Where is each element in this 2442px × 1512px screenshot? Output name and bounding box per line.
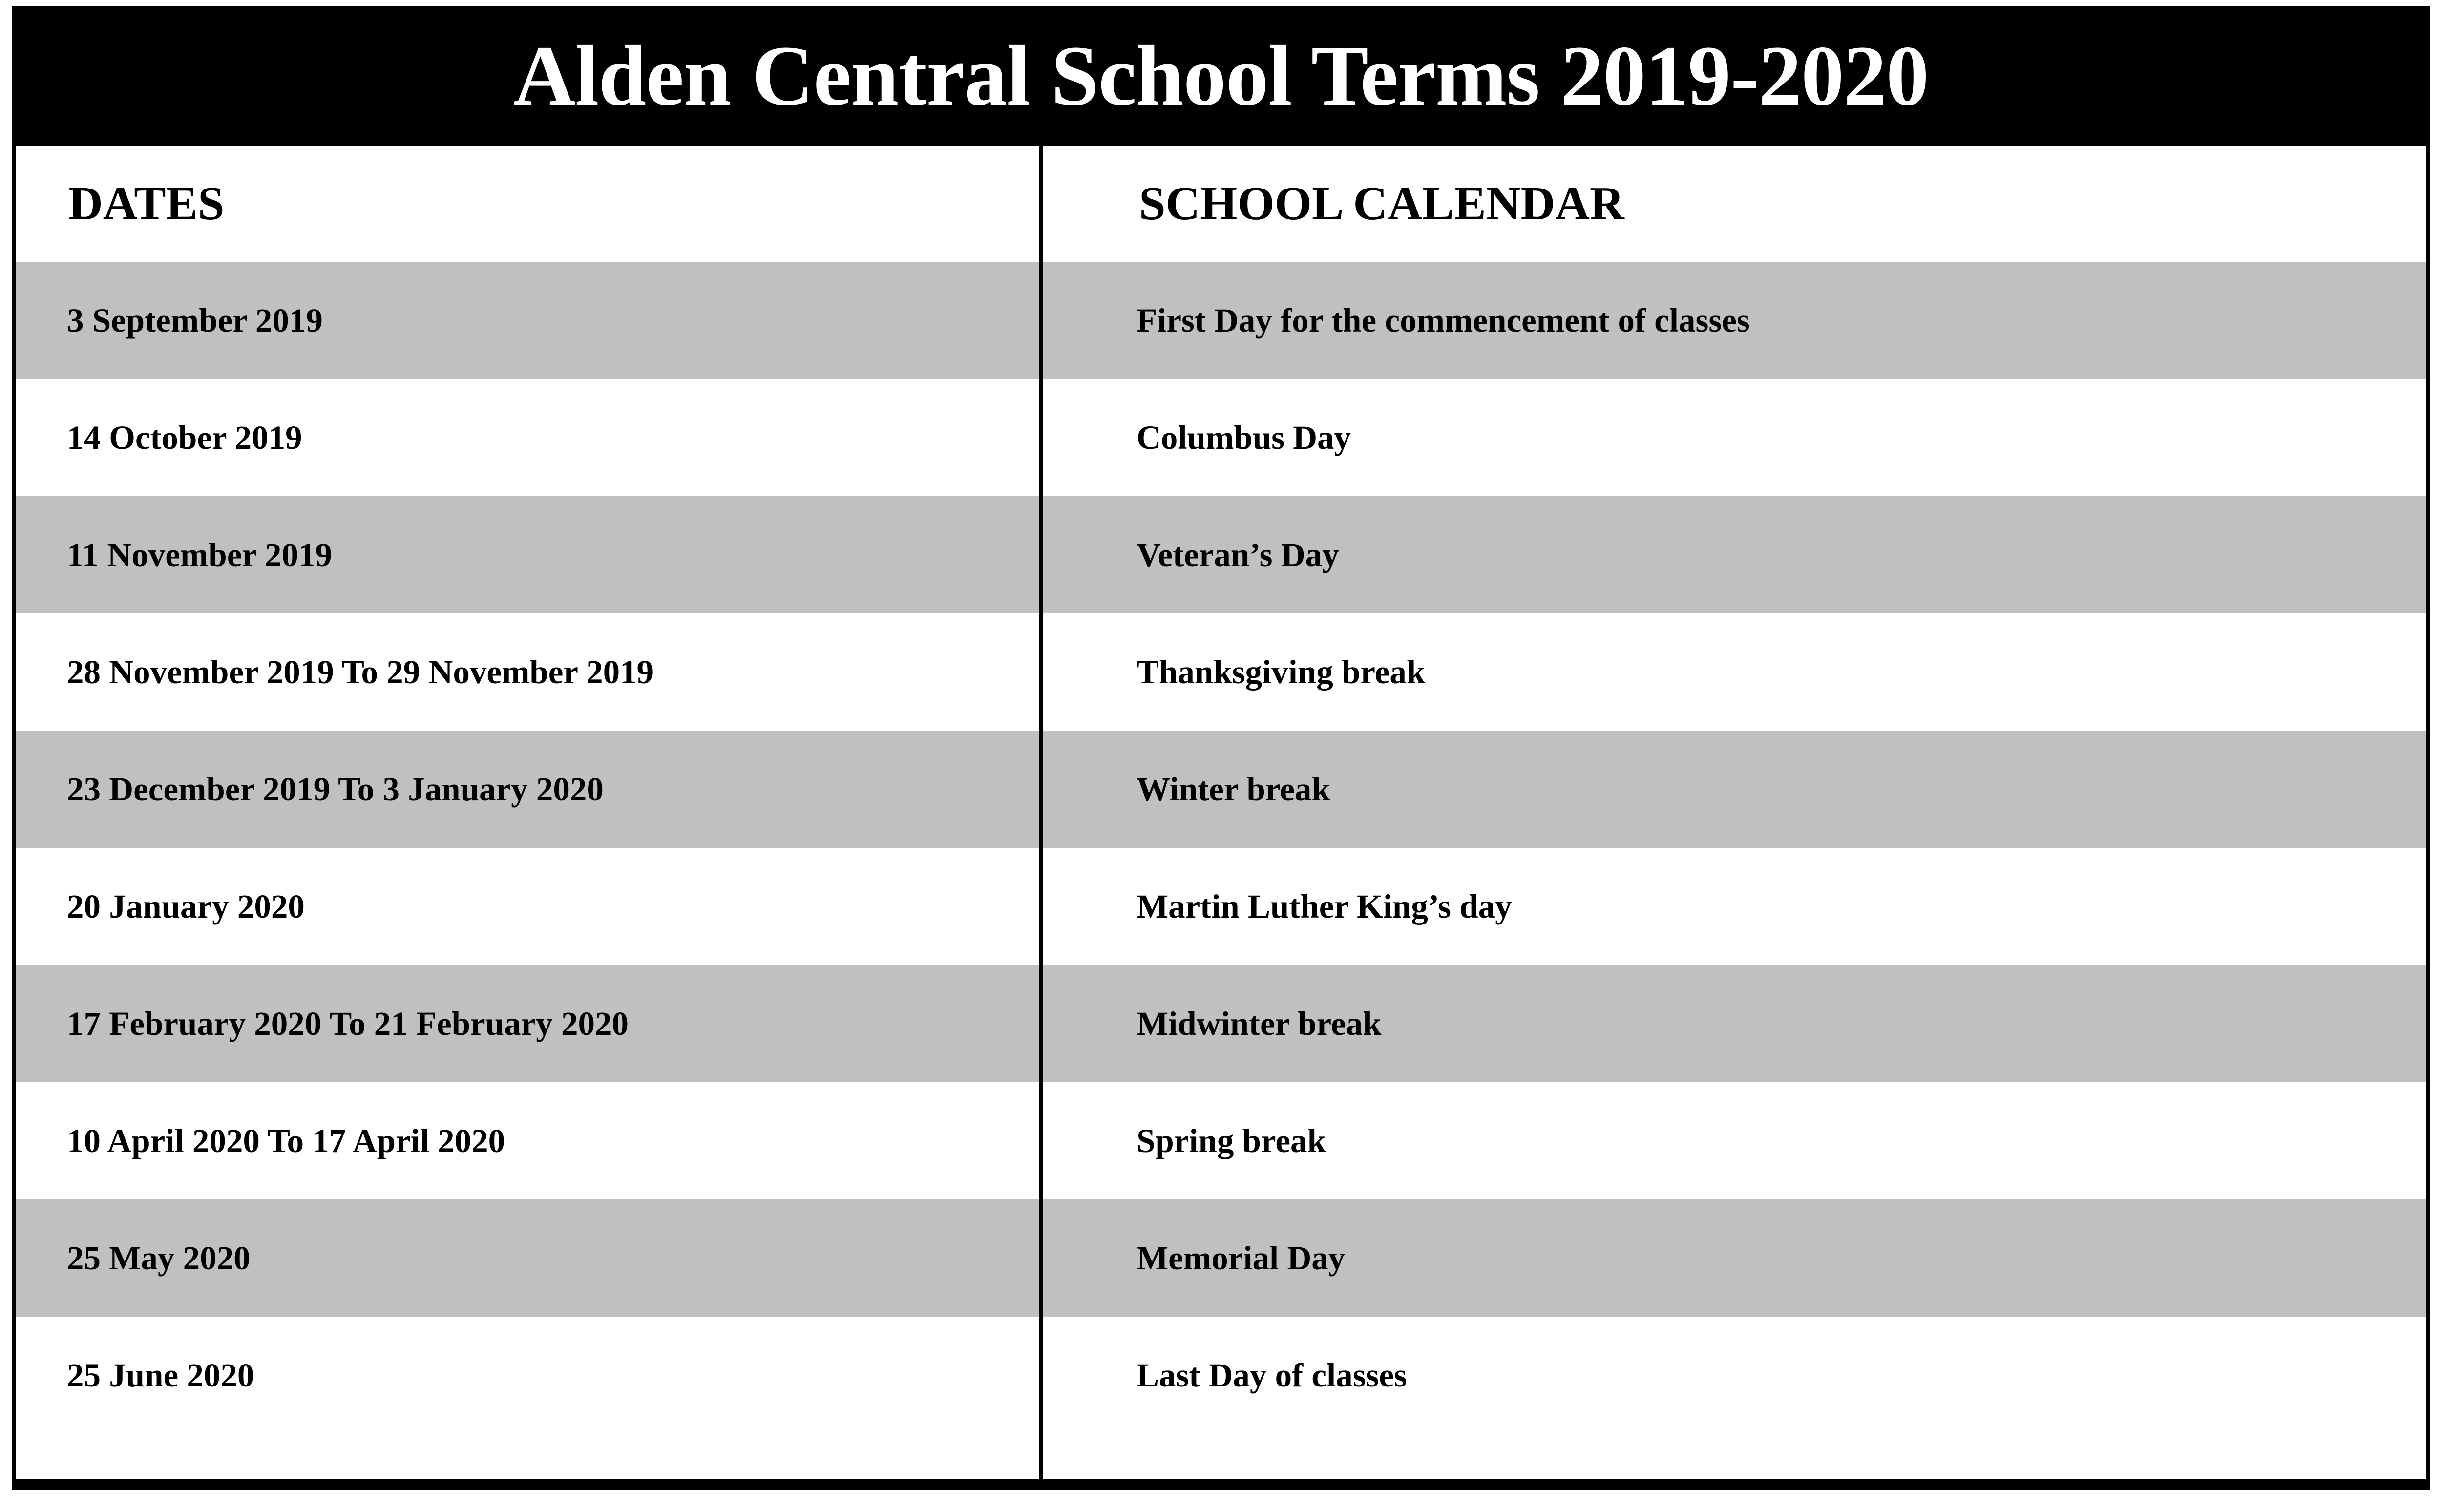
date-cell bbox=[16, 1317, 1039, 1434]
date-cell bbox=[16, 1199, 1039, 1317]
date-value: 3 September 2019 bbox=[67, 301, 323, 339]
table-row bbox=[16, 613, 2426, 731]
calendar-cell bbox=[1039, 379, 2379, 496]
calendar-value: Winter break bbox=[1137, 770, 1330, 808]
column-divider bbox=[1039, 146, 1043, 1479]
date-value: 10 April 2020 To 17 April 2020 bbox=[67, 1122, 505, 1159]
calendar-value: Memorial Day bbox=[1137, 1239, 1346, 1277]
table-header-row bbox=[16, 146, 2426, 262]
table-row bbox=[16, 379, 2426, 496]
date-value: 20 January 2020 bbox=[67, 887, 305, 925]
calendar-cell bbox=[1039, 1082, 2379, 1199]
page-title: Alden Central School Terms 2019-2020 bbox=[513, 28, 1929, 124]
date-cell bbox=[16, 613, 1039, 731]
table-row bbox=[16, 1317, 2426, 1434]
date-cell bbox=[16, 848, 1039, 965]
date-value: 25 May 2020 bbox=[67, 1239, 251, 1277]
calendar-value: Spring break bbox=[1137, 1122, 1326, 1159]
table-row bbox=[16, 262, 2426, 379]
table-row bbox=[16, 731, 2426, 848]
table-row bbox=[16, 1199, 2426, 1317]
date-cell bbox=[16, 1082, 1039, 1199]
date-value: 11 November 2019 bbox=[67, 536, 333, 573]
date-value: 14 October 2019 bbox=[67, 419, 302, 456]
date-cell bbox=[16, 496, 1039, 613]
date-cell bbox=[16, 731, 1039, 848]
table-row bbox=[16, 1082, 2426, 1199]
column-header-dates-cell bbox=[16, 146, 1039, 262]
date-cell bbox=[16, 379, 1039, 496]
date-value: 25 June 2020 bbox=[67, 1356, 254, 1394]
calendar-value: Veteran’s Day bbox=[1137, 536, 1339, 573]
column-header-school-calendar: SCHOOL CALENDAR bbox=[1139, 177, 1624, 230]
calendar-cell bbox=[1039, 848, 2379, 965]
calendar-cell bbox=[1039, 1199, 2379, 1317]
calendar-value: Columbus Day bbox=[1137, 419, 1351, 456]
table-row bbox=[16, 965, 2426, 1082]
date-value: 28 November 2019 To 29 November 2019 bbox=[67, 653, 654, 691]
calendar-cell bbox=[1039, 613, 2379, 731]
table-row bbox=[16, 848, 2426, 965]
column-header-calendar-cell bbox=[1039, 146, 2379, 262]
calendar-cell bbox=[1039, 965, 2379, 1082]
calendar-cell bbox=[1039, 496, 2379, 613]
title-banner bbox=[12, 6, 2430, 146]
terms-table bbox=[12, 146, 2430, 1490]
date-cell bbox=[16, 965, 1039, 1082]
calendar-cell bbox=[1039, 1317, 2379, 1434]
calendar-value: Martin Luther King’s day bbox=[1137, 887, 1512, 925]
calendar-value: Thanksgiving break bbox=[1137, 653, 1426, 691]
calendar-value: First Day for the commencement of classes bbox=[1137, 301, 1750, 339]
calendar-value: Last Day of classes bbox=[1137, 1356, 1407, 1394]
date-cell bbox=[16, 262, 1039, 379]
calendar-cell bbox=[1039, 262, 2379, 379]
calendar-cell bbox=[1039, 731, 2379, 848]
date-value: 17 February 2020 To 21 February 2020 bbox=[67, 1005, 629, 1042]
column-header-dates: DATES bbox=[68, 177, 225, 230]
calendar-value: Midwinter break bbox=[1137, 1005, 1382, 1042]
table-row bbox=[16, 496, 2426, 613]
date-value: 23 December 2019 To 3 January 2020 bbox=[67, 770, 604, 808]
